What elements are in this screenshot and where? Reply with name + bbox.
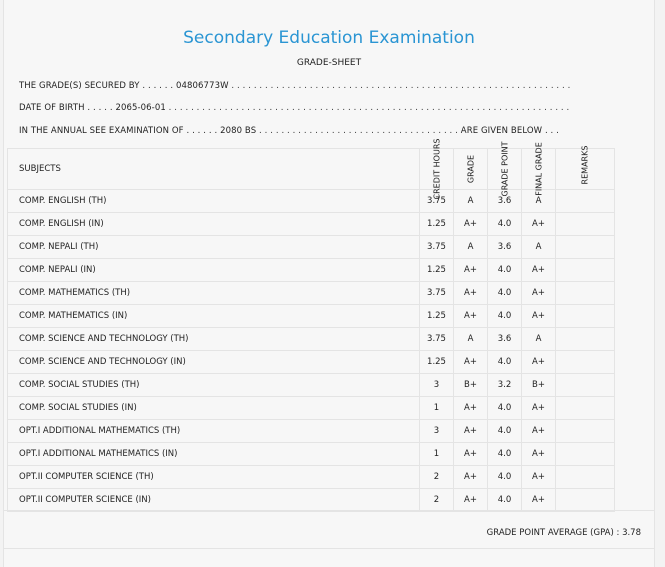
subject-cell: OPT.II COMPUTER SCIENCE (IN) (8, 489, 420, 512)
final-grade-cell: A+ (522, 420, 556, 443)
grade-point-cell: 3.2 (488, 374, 522, 397)
grade-cell: A+ (454, 420, 488, 443)
grade-cell: A+ (454, 397, 488, 420)
table-row (8, 236, 615, 259)
subject-cell: OPT.II COMPUTER SCIENCE (TH) (8, 466, 420, 489)
grade-point-cell: 4.0 (488, 466, 522, 489)
grade-point-cell: 3.6 (488, 190, 522, 213)
page-subtitle: GRADE-SHEET (296, 58, 362, 68)
grade-sheet (3, 0, 655, 567)
credit-cell: 3.75 (420, 282, 454, 305)
final-grade-cell: A (522, 328, 556, 351)
grade-cell: A+ (454, 351, 488, 374)
table-row (8, 282, 615, 305)
final-grade-cell: A (522, 190, 556, 213)
final-grade-cell: A+ (522, 213, 556, 236)
grade-cell: B+ (454, 374, 488, 397)
subject-cell: COMP. SCIENCE AND TECHNOLOGY (TH) (8, 328, 420, 351)
grade-cell: A (454, 236, 488, 259)
header-grade-point (488, 141, 522, 197)
grade-point-cell: 4.0 (488, 259, 522, 282)
grade-point-cell: 4.0 (488, 420, 522, 443)
credit-cell: 1.25 (420, 213, 454, 236)
exam-dots: . . . . . . . . . . . . . . . . . . . . . . . . . . . . . . . . . . . . (259, 126, 458, 136)
table-row (8, 213, 615, 236)
remarks-cell (556, 489, 615, 512)
grade-point-cell: 4.0 (488, 305, 522, 328)
table-row (8, 328, 615, 351)
credit-cell: 1.25 (420, 351, 454, 374)
table-row (8, 259, 615, 282)
remarks-cell (556, 236, 615, 259)
grade-point-cell: 4.0 (488, 489, 522, 512)
subject-cell: COMP. MATHEMATICS (TH) (8, 282, 420, 305)
header-subjects: SUBJECTS (8, 149, 420, 190)
remarks-cell (556, 305, 615, 328)
remarks-cell (556, 374, 615, 397)
subject-cell: COMP. ENGLISH (IN) (8, 213, 420, 236)
subject-cell: OPT.I ADDITIONAL MATHEMATICS (TH) (8, 420, 420, 443)
subject-cell: COMP. MATHEMATICS (IN) (8, 305, 420, 328)
header-grade-label: GRADE (466, 154, 475, 184)
header-credit-hours (420, 138, 454, 200)
info-date-of-birth (19, 103, 639, 113)
grade-secured-label: THE GRADE(S) SECURED BY . . . . . . (19, 81, 174, 91)
grade-secured-dots: . . . . . . . . . . . . . . . . . . . . . . . . . . . . . . . . . . . . . . . . . . . . . . . . . . . . . . . . . . . . . (231, 81, 571, 91)
credit-cell: 1 (420, 397, 454, 420)
grade-cell: A (454, 190, 488, 213)
grade-point-cell: 3.6 (488, 236, 522, 259)
final-grade-cell: A+ (522, 443, 556, 466)
header-grade (454, 149, 488, 190)
subject-cell: COMP. NEPALI (TH) (8, 236, 420, 259)
symbol-number: 04806773W (176, 81, 229, 91)
grade-cell: A+ (454, 259, 488, 282)
remarks-cell (556, 190, 615, 213)
grades-table (7, 138, 615, 512)
table-row (8, 466, 615, 489)
subject-cell: COMP. SCIENCE AND TECHNOLOGY (IN) (8, 351, 420, 374)
final-grade-cell: B+ (522, 374, 556, 397)
final-grade-cell: A+ (522, 397, 556, 420)
remarks-cell (556, 259, 615, 282)
table-header-row (8, 149, 615, 190)
dob-dots: . . . . . . . . . . . . . . . . . . . . . . . . . . . . . . . . . . . . . . . . . . . . . . . . . . . . . . . . . . . . . . . . . . . . . . . . (168, 103, 570, 113)
table-row (8, 489, 615, 512)
header-remarks (556, 145, 615, 190)
grade-point-cell: 4.0 (488, 351, 522, 374)
exam-year: 2080 BS (220, 126, 257, 136)
grade-point-cell: 4.0 (488, 213, 522, 236)
grade-cell: A+ (454, 443, 488, 466)
final-grade-cell: A+ (522, 466, 556, 489)
grade-cell: A+ (454, 466, 488, 489)
grade-cell: A+ (454, 282, 488, 305)
final-grade-cell: A+ (522, 259, 556, 282)
final-grade-cell: A+ (522, 282, 556, 305)
dob-label: DATE OF BIRTH . . . . . (19, 103, 113, 113)
remarks-cell (556, 466, 615, 489)
final-grade-cell: A+ (522, 351, 556, 374)
remarks-cell (556, 397, 615, 420)
header-grade-point-label: GRADE POINT (500, 141, 509, 197)
grade-cell: A (454, 328, 488, 351)
header-final-grade-label: FINAL GRADE (534, 142, 543, 196)
table-row (8, 374, 615, 397)
bottom-divider (4, 548, 654, 549)
final-grade-cell: A+ (522, 305, 556, 328)
gpa-label: GRADE POINT AVERAGE (GPA) : (486, 528, 620, 538)
header-remarks-label: REMARKS (580, 145, 590, 185)
page-title: Secondary Education Examination (183, 28, 475, 48)
remarks-cell (556, 213, 615, 236)
grade-point-cell: 3.6 (488, 328, 522, 351)
table-row (8, 420, 615, 443)
remarks-cell (556, 282, 615, 305)
header-credit-hours-label: CREDIT HOURS (432, 138, 441, 200)
subject-cell: OPT.I ADDITIONAL MATHEMATICS (IN) (8, 443, 420, 466)
grade-point-cell: 4.0 (488, 397, 522, 420)
credit-cell: 3 (420, 374, 454, 397)
final-grade-cell: A (522, 236, 556, 259)
grade-cell: A+ (454, 213, 488, 236)
credit-cell: 3.75 (420, 328, 454, 351)
remarks-cell (556, 443, 615, 466)
gpa-value: 3.78 (622, 528, 641, 538)
table-row (8, 305, 615, 328)
grade-cell: A+ (454, 305, 488, 328)
table-row (8, 351, 615, 374)
info-grade-secured (19, 81, 639, 91)
table-row (8, 443, 615, 466)
remarks-cell (556, 420, 615, 443)
subject-cell: COMP. SOCIAL STUDIES (IN) (8, 397, 420, 420)
credit-cell: 2 (420, 466, 454, 489)
credit-cell: 3 (420, 420, 454, 443)
table-row (8, 190, 615, 213)
subject-cell: COMP. NEPALI (IN) (8, 259, 420, 282)
table-row (8, 397, 615, 420)
credit-cell: 3.75 (420, 236, 454, 259)
credit-cell: 3.75 (420, 190, 454, 213)
grade-point-cell: 4.0 (488, 443, 522, 466)
exam-label: IN THE ANNUAL SEE EXAMINATION OF . . . . . . (19, 126, 218, 136)
remarks-cell (556, 351, 615, 374)
gpa-summary (487, 528, 641, 538)
grade-point-cell: 4.0 (488, 282, 522, 305)
remarks-cell (556, 328, 615, 351)
final-grade-cell: A+ (522, 489, 556, 512)
credit-cell: 1.25 (420, 305, 454, 328)
credit-cell: 2 (420, 489, 454, 512)
credit-cell: 1 (420, 443, 454, 466)
subject-cell: COMP. SOCIAL STUDIES (TH) (8, 374, 420, 397)
exam-suffix: ARE GIVEN BELOW . . . (460, 126, 559, 136)
info-exam (19, 126, 639, 136)
subject-cell: COMP. ENGLISH (TH) (8, 190, 420, 213)
grade-cell: A+ (454, 489, 488, 512)
header-final-grade (522, 142, 556, 196)
credit-cell: 1.25 (420, 259, 454, 282)
dob-value: 2065-06-01 (115, 103, 166, 113)
